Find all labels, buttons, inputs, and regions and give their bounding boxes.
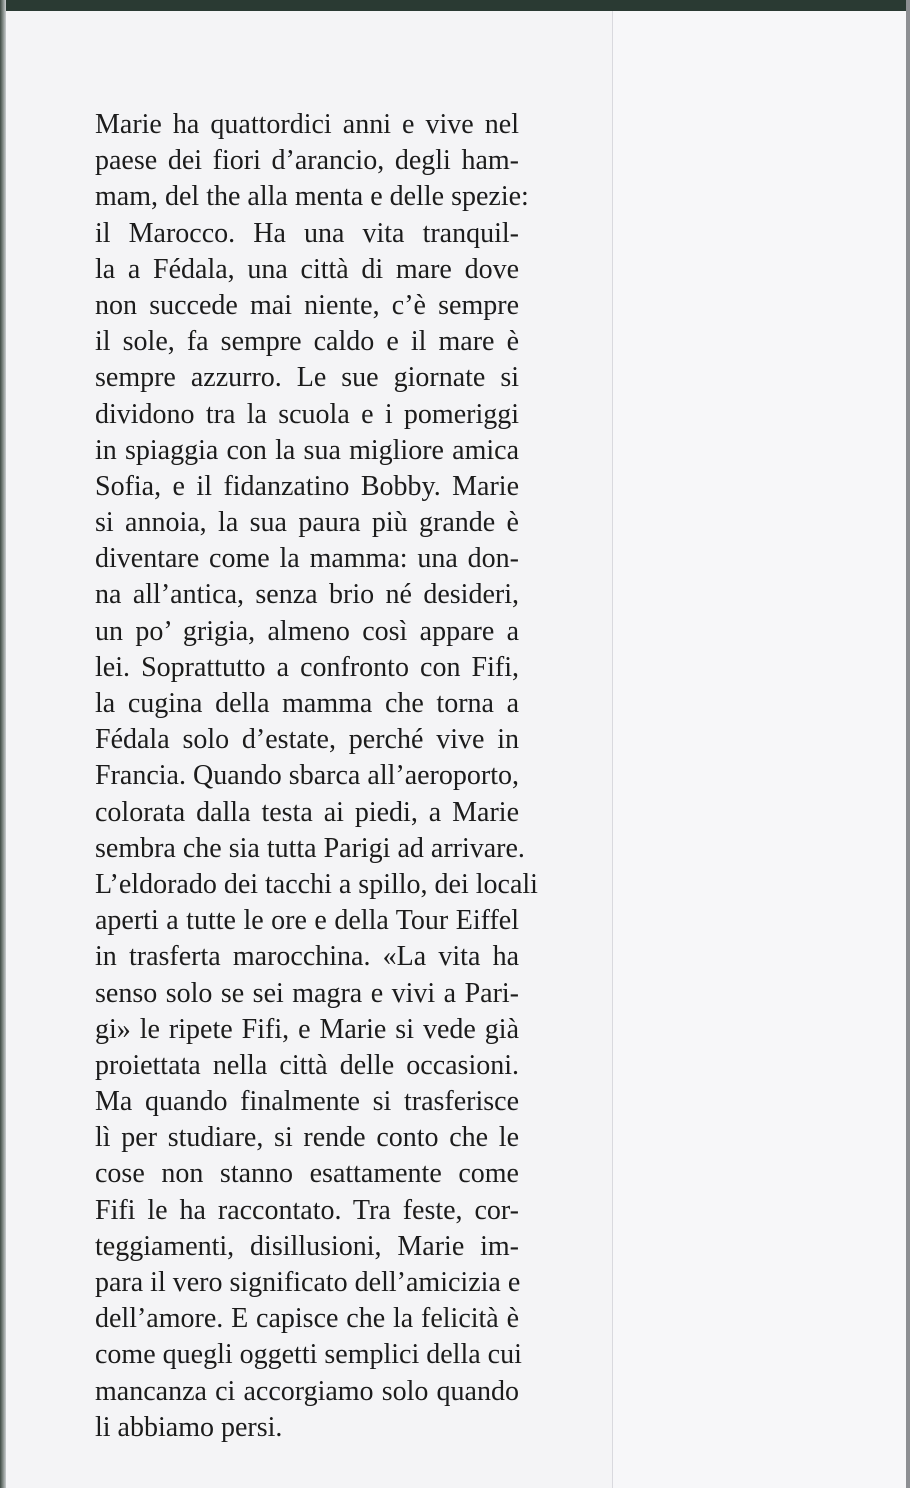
blurb-line: L’eldorado dei tacchi a spillo, dei locali	[95, 868, 538, 900]
blurb-line: la a Fédala, una città di mare dove	[95, 253, 519, 285]
blurb-line: dell’amore. E capisce che la felicità è	[95, 1303, 519, 1335]
blurb-line: lei. Soprattutto a confronto con Fifi,	[95, 651, 519, 683]
blurb-line: teggiamenti, disillusioni, Marie im-	[95, 1230, 519, 1262]
blurb-line: mam, del the alla menta e delle spezie:	[95, 181, 529, 213]
blurb-line: dividono tra la scuola e i pomeriggi	[95, 398, 519, 430]
blurb-line: Marie ha quattordici anni e vive nel	[95, 109, 519, 140]
blurb-line: sempre azzurro. Le sue giornate si	[95, 362, 519, 394]
blurb-line: Fédala solo d’estate, perché vive in	[95, 724, 519, 756]
cover-flap	[612, 11, 907, 1488]
blurb-line: aperti a tutte le ore e della Tour Eiffel	[95, 905, 519, 937]
blurb-line: colorata dalla testa ai piedi, a Marie	[95, 796, 519, 828]
blurb-line: come quegli oggetti semplici della cui	[95, 1339, 522, 1371]
blurb-line: Fifi le ha raccontato. Tra feste, cor-	[95, 1194, 519, 1226]
blurb-line: diventare come la mamma: una don-	[95, 543, 519, 575]
blurb-line: il sole, fa sempre caldo e il mare è	[95, 326, 519, 358]
blurb-line: gi» le ripete Fifi, e Marie si vede già	[95, 1013, 519, 1045]
blurb-line: para il vero significato dell’amicizia e	[95, 1267, 521, 1298]
blurb-line: Ma quando finalmente si trasferisce	[95, 1086, 519, 1118]
blurb-line: li abbiamo persi.	[95, 1411, 283, 1443]
blurb-line: senso solo se sei magra e vivi a Pari-	[95, 977, 519, 1009]
blurb-line: si annoia, la sua paura più grande è	[95, 507, 519, 539]
blurb-line: un po’ grigia, almeno così appare a	[95, 615, 519, 647]
blurb-line: na all’antica, senza brio né desideri,	[95, 579, 519, 611]
blurb-line: la cugina della mamma che torna a	[95, 688, 519, 719]
blurb-line: il Marocco. Ha una vita tranquil-	[95, 217, 519, 249]
blurb-line: in trasferta marocchina. «La vita ha	[95, 941, 519, 973]
blurb-line: proiettata nella città delle occasioni.	[95, 1049, 519, 1081]
blurb-line: paese dei fiori d’arancio, degli ham-	[95, 145, 519, 177]
cover-right-edge	[906, 0, 910, 1488]
blurb-text	[95, 107, 538, 1446]
blurb-line: mancanza ci accorgiamo solo quando	[95, 1375, 519, 1407]
blurb-line: cose non stanno esattamente come	[95, 1158, 519, 1190]
blurb-line: in spiaggia con la sua migliore amica	[95, 434, 519, 466]
blurb-line: non succede mai niente, c’è sempre	[95, 289, 519, 321]
blurb-line: Sofia, e il fidanzatino Bobby. Marie	[95, 470, 519, 502]
blurb-line: sembra che sia tutta Parigi ad arrivare.	[95, 832, 525, 864]
cover-top-edge	[0, 0, 910, 11]
blurb-line: Francia. Quando sbarca all’aeroporto,	[95, 760, 519, 792]
blurb-line: lì per studiare, si rende conto che le	[95, 1122, 519, 1154]
